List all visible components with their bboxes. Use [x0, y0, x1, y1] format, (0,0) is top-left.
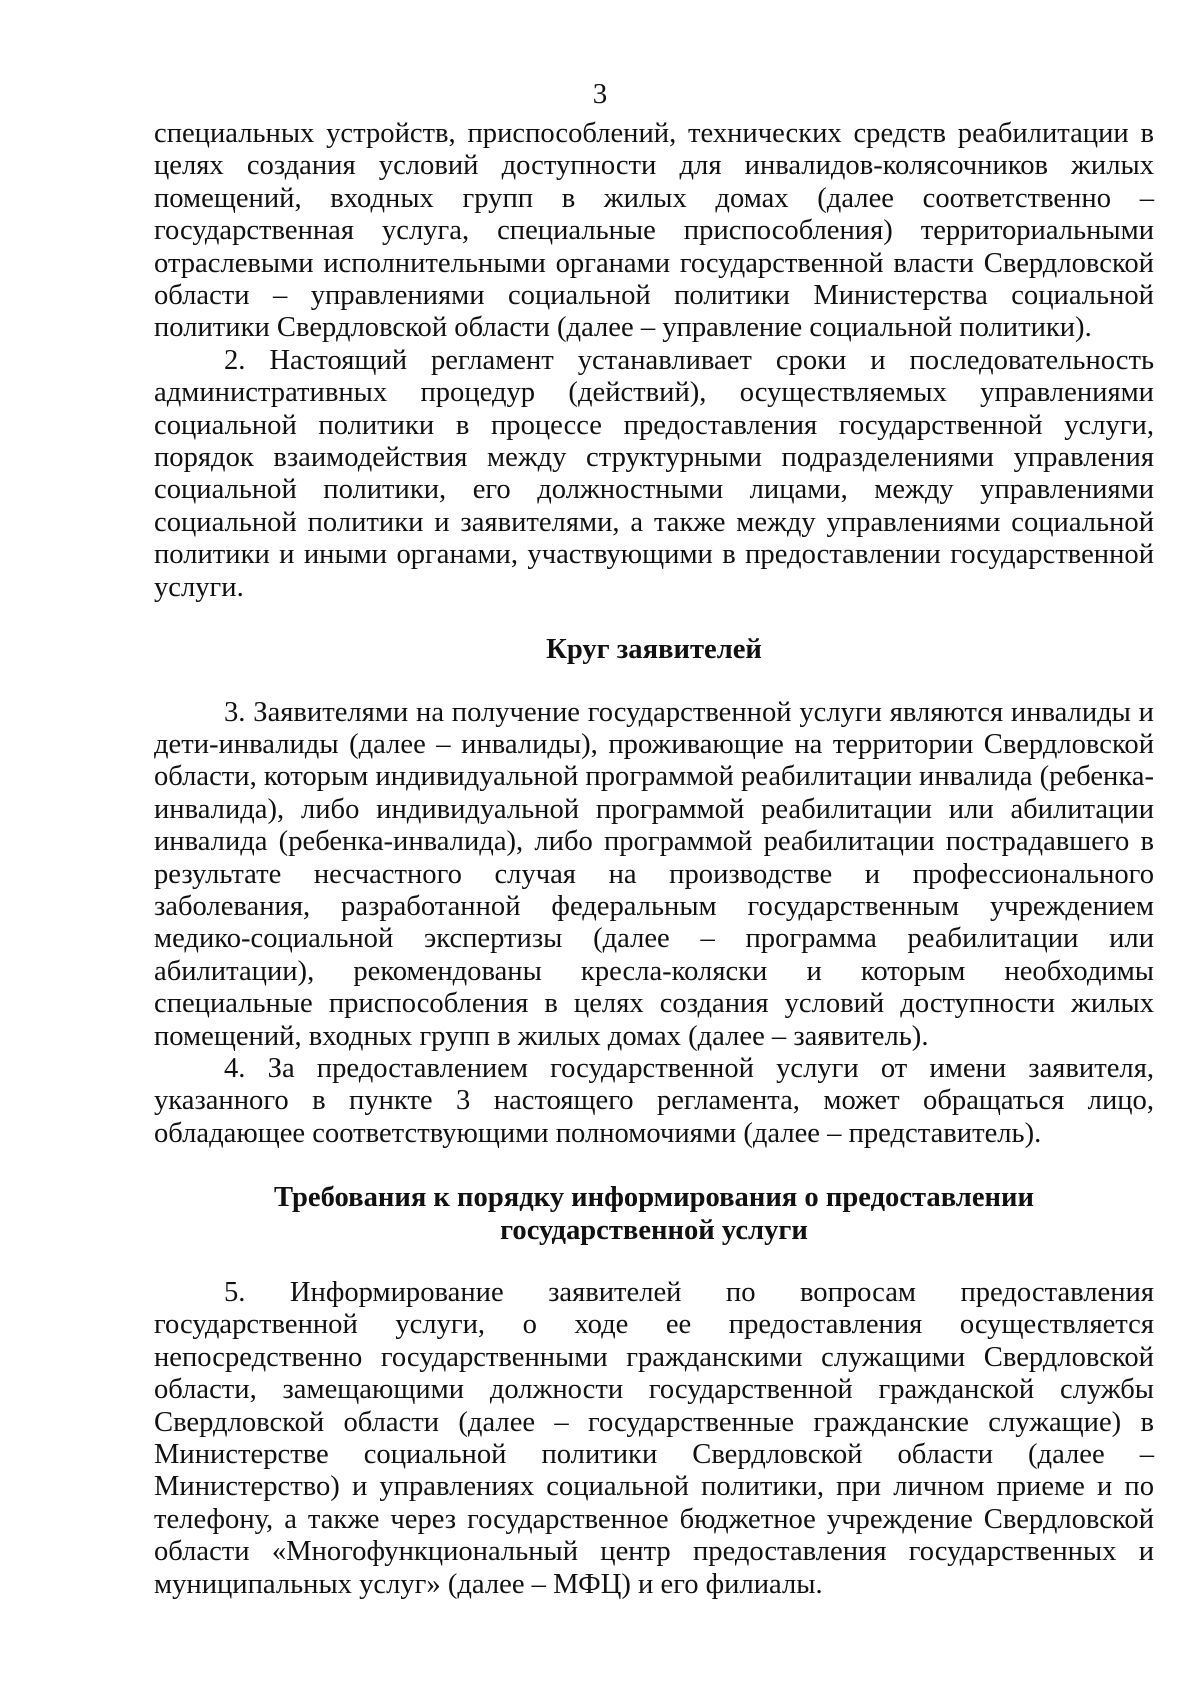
page-number: 3: [592, 78, 608, 110]
section-heading-informing-line-2: государственной услуги: [500, 1214, 808, 1246]
section-heading-applicants: Круг заявителей: [546, 634, 762, 666]
document-body: [154, 118, 1154, 1601]
paragraph-5: 5. Информирование заявителей по вопросам предоставления государственной услуги, о ходе ее предоставления осуществляется непосредственно государственными гражданскими служащими Свердловской области, замещающими должности государственной гражданской службы Свердловской области (далее – государственные гражданские служащие) в Министерстве социальной политики Свердловской области (далее – Министерство) и управлениях социальной политики, при личном приеме и по телефону, а также через государственное бюджетное учреждение Свердловской области «Многофункциональный центр предоставления государственных и муниципальных услуг» (далее – МФЦ) и его филиалы.: [154, 1277, 1154, 1600]
paragraph-3: 3. Заявителями на получение государственной услуги являются инвалиды и дети-инвалиды (далее – инвалиды), проживающие на территории Свердловской области, которым индивидуальной программой реабилитации инвалида (ребенка-инвалида), либо индивидуальной программой реабилитации или абилитации инвалида (ребенка-инвалида), либо программой реабилитации пострадавшего в результате несчастного случая на производстве и профессионального заболевания, разработанной федеральным государственным учреждением медико-социальной экспертизы (далее – программа реабилитации или абилитации), рекомендованы кресла-коляски и которым необходимы специальные приспособления в целях создания условий доступности жилых помещений, входных групп в жилых домах (далее – заявитель).: [154, 696, 1154, 1052]
paragraph-4: 4. За предоставлением государственной услуги от имени заявителя, указанного в пункте 3 настоящего регламента, может обращаться лицо, обладающее соответствующими полномочиями (далее – представитель).: [154, 1052, 1154, 1149]
section-heading-informing: [154, 1182, 1154, 1247]
paragraph-continuation: специальных устройств, приспособлений, технических средств реабилитации в целях создания условий доступности для инвалидов-колясочников жилых помещений, входных групп в жилых домах (далее соответственно – государственная услуга, специальные приспособления) территориальными отраслевыми исполнительными органами государственной власти Свердловской области – управлениями социальной политики Министерства социальной политики Свердловской области (далее – управление социальной политики).: [154, 118, 1154, 344]
section-heading-informing-line-1: Требования к порядку информирования о предоставлении: [274, 1182, 1034, 1214]
paragraph-2: 2. Настоящий регламент устанавливает сроки и последовательность административных процедур (действий), осуществляемых управлениями социальной политики в процессе предоставления государственной услуги, порядок взаимодействия между структурными подразделениями управления социальной политики, его должностными лицами, между управлениями социальной политики и заявителями, а также между управлениями социальной политики и иными органами, участвующими в предоставлении государственной услуги.: [154, 344, 1154, 603]
